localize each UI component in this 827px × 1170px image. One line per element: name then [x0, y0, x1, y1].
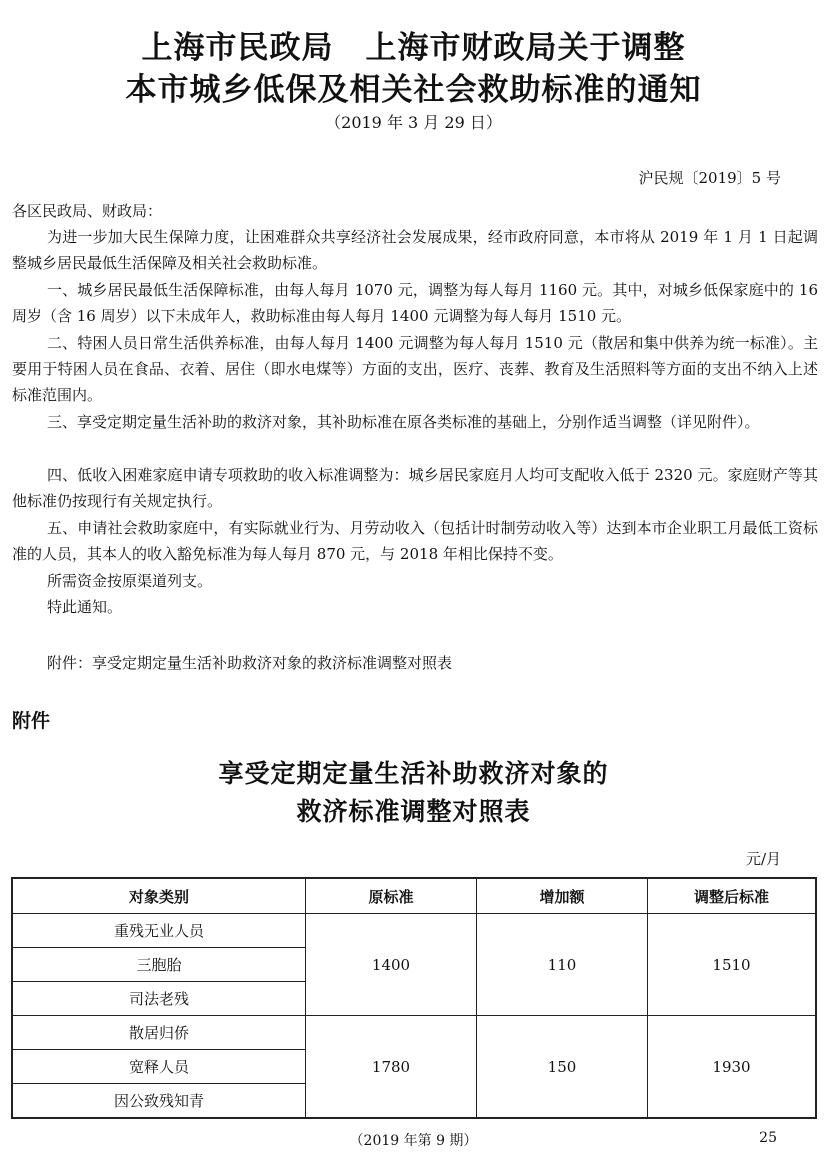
- original-standard-cell: 1400: [306, 914, 477, 1016]
- document-number: 沪民规〔2019〕5 号: [638, 169, 781, 187]
- category-cell: 三胞胎: [12, 948, 306, 982]
- paragraph-item-1: 一、城乡居民最低生活保障标准，由每人每月 1070 元，调整为每人每月 1160 元。其中，对城乡低保家庭中的 16 周岁（含 16 周岁）以下未成年人，救助标准由每人每月 1400 元调整为每人每月 1510 元。: [12, 281, 818, 325]
- header-category: 对象类别: [12, 878, 306, 914]
- document-title-line2: 本市城乡低保及相关社会救助标准的通知: [125, 72, 702, 108]
- table-row: [12, 1016, 816, 1050]
- attachment-title-line2: 救济标准调整对照表: [296, 797, 531, 826]
- document-title-line1: 上海市民政局 上海市财政局关于调整: [141, 30, 686, 66]
- category-cell: 散居归侨: [12, 1016, 306, 1050]
- increase-cell: 110: [477, 914, 648, 1016]
- comparison-table: [11, 877, 817, 1119]
- category-cell: 宽释人员: [12, 1050, 306, 1084]
- attachment-title-line1: 享受定期定量生活补助救济对象的: [218, 759, 609, 788]
- issue-label: （2019 年第 9 期）: [349, 1133, 478, 1149]
- header-adjusted: 调整后标准: [648, 878, 817, 914]
- category-cell: 司法老残: [12, 982, 306, 1016]
- table-header-row: [12, 878, 816, 914]
- category-cell: 重残无业人员: [12, 914, 306, 948]
- header-original: 原标准: [306, 878, 477, 914]
- paragraph-item-3: 三、享受定期定量生活补助的救济对象，其补助标准在原各类标准的基础上，分别作适当调整（详见附件）。: [47, 413, 760, 431]
- paragraph-closing: 特此通知。: [47, 598, 123, 616]
- paragraph-funding: 所需资金按原渠道列支。: [47, 572, 213, 590]
- increase-cell: 150: [477, 1016, 648, 1119]
- attachment-note: 附件：享受定期定量生活补助救济对象的救济标准调整对照表: [47, 654, 453, 672]
- page-number: 25: [759, 1130, 777, 1146]
- table-row: [12, 914, 816, 948]
- original-standard-cell: 1780: [306, 1016, 477, 1119]
- header-increase: 增加额: [477, 878, 648, 914]
- salutation: 各区民政局、财政局：: [12, 202, 163, 220]
- adjusted-standard-cell: 1510: [648, 914, 817, 1016]
- document-date: （2019 年 3 月 29 日）: [325, 113, 502, 132]
- paragraph-item-2: 二、特困人员日常生活供养标准，由每人每月 1400 元调整为每人每月 1510 元（散居和集中供养为统一标准）。主要用于特困人员在食品、衣着、居住（即水电煤等）方面的支出，医疗、丧葬、教育及生活照料等方面的支出不纳入上述标准范围内。: [12, 334, 818, 404]
- category-cell: 因公致残知青: [12, 1084, 306, 1119]
- unit-label: 元/月: [745, 850, 781, 868]
- adjusted-standard-cell: 1930: [648, 1016, 817, 1119]
- paragraph-intro: 为进一步加大民生保障力度，让困难群众共享经济社会发展成果，经市政府同意，本市将从 2019 年 1 月 1 日起调整城乡居民最低生活保障及相关社会救助标准。: [12, 228, 818, 272]
- paragraph-item-5: 五、申请社会救助家庭中，有实际就业行为、月劳动收入（包括计时制劳动收入等）达到本市企业职工月最低工资标准的人员，其本人的收入豁免标准为每人每月 870 元，与 2018 年相比保持不变。: [12, 519, 818, 563]
- attachment-heading: 附件: [12, 710, 51, 732]
- paragraph-item-4: 四、低收入困难家庭申请专项救助的收入标准调整为：城乡居民家庭月人均可支配收入低于 2320 元。家庭财产等其他标准仍按现行有关规定执行。: [12, 466, 818, 510]
